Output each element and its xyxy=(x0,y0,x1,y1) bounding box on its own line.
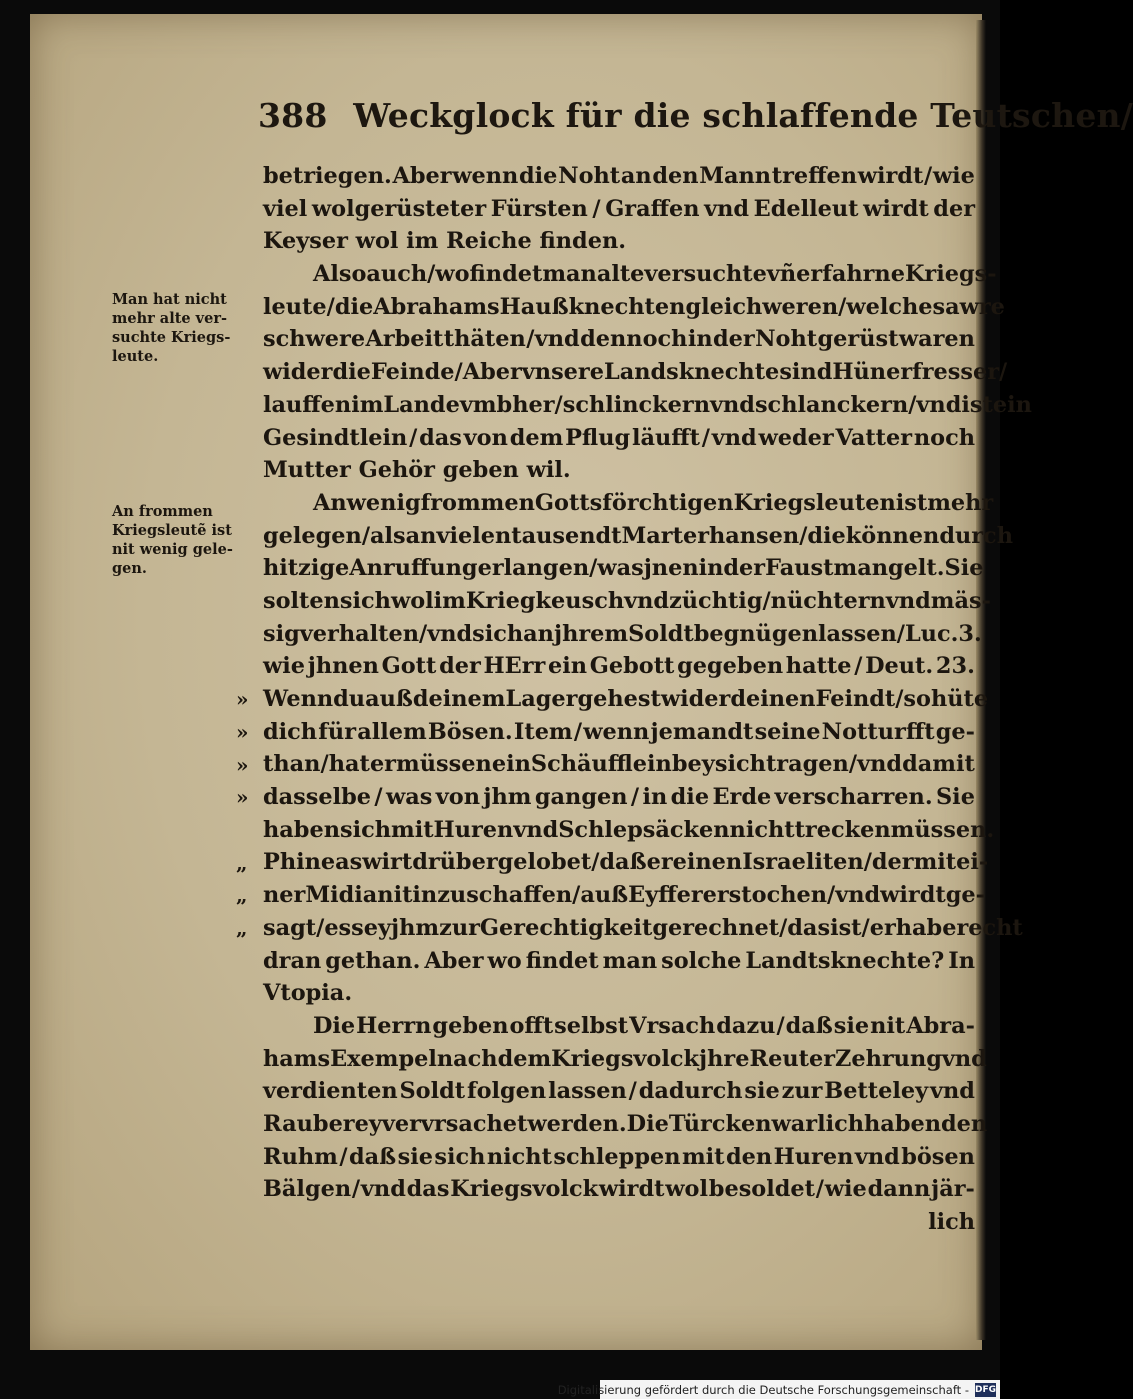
text-line: hitzige Anruffung erlangen / was jnen in der Faust mangelt. Sie xyxy=(263,555,984,582)
text-line: Bälgen / vnd das Kriegsvolck wirdt wol besoldet / wie dann jär- xyxy=(263,1176,975,1203)
text-line: Mutter Gehör geben wil. xyxy=(263,457,571,484)
quote-mark: » xyxy=(236,687,249,712)
text-line: ner Midianitin zu schaffen / auß Eyffer erstochen / vnd wirdt ge- xyxy=(263,882,985,909)
text-line: gelegen / als an vielen tausendt Marterhansen / die können durch xyxy=(263,522,1013,549)
text-line: dran gethan. Aber wo findet man solche Landtsknechte? In xyxy=(263,947,975,974)
text-line: Rauberey vervrsachet werden. Die Türcken warlich haben den xyxy=(263,1110,988,1137)
main-text-block xyxy=(263,160,1032,1239)
marginal-note-1 xyxy=(112,290,262,366)
text-line: Gesindtlein / das von dem Pflug läufft / vnd weder Vatter noch xyxy=(263,424,975,451)
quote-mark: „ xyxy=(236,916,248,941)
quote-mark: » xyxy=(236,719,249,744)
dfg-logo: DFG xyxy=(974,1384,996,1395)
text-line: Die Herrn geben offt selbst Vrsach dazu / daß sie nit Abra- xyxy=(313,1012,975,1039)
quote-mark: „ xyxy=(236,883,248,908)
marginal-note-line: An frommen xyxy=(112,503,213,520)
text-line: sagt / es sey jhm zur Gerechtigkeit gerechnet / das ist / er habe recht xyxy=(263,914,1023,941)
footer-credit: Digitalisierung gefördert durch die Deutsche Forschungsgemeinschaft - xyxy=(557,1382,969,1397)
text-line: betriegen. Aber wenn die Noht an den Mann treffen wirdt / wie xyxy=(263,163,975,189)
marginal-note-line: gen. xyxy=(112,560,147,577)
marginal-note-line: nit wenig gele- xyxy=(112,541,233,558)
text-line: Phineas wirt drüber gelobet / daß er einen Israeliten / der mit ei- xyxy=(263,849,989,876)
text-line: Ruhm / daß sie sich nicht schleppen mit den Huren vnd bösen xyxy=(263,1143,975,1170)
text-line: leute / die Abrahams Haußknechten gleich weren / welche sawre xyxy=(263,293,1005,320)
text-line: Vtopia. xyxy=(263,980,353,1007)
page-number: 388 xyxy=(258,96,328,135)
marginal-note-line: Man hat nicht xyxy=(112,291,227,308)
marginal-note-line: leute. xyxy=(112,348,159,365)
page-edge xyxy=(976,20,986,1340)
text-line: hams Exempel nach dem Kriegsvolck jhre Reuter Zehrung vnd xyxy=(263,1045,987,1072)
text-line: solten sich wol im Krieg keusch vnd züchtig / nüchtern vnd mäs- xyxy=(263,587,991,614)
text-line: An wenig frommen Gottsförchtigen Kriegsleuten ist mehr xyxy=(313,489,994,516)
text-line: sig verhalten / vnd sich an jhrem Soldt begnügen lassen / Luc. 3. xyxy=(263,620,982,647)
text-line: verdienten Soldt folgen lassen / dadurch sie zur Betteley vnd xyxy=(263,1078,975,1105)
marginal-note-line: suchte Kriegs- xyxy=(112,329,231,346)
text-line: dich für allem Bösen. Item / wenn jemandt seine Notturfft ge- xyxy=(263,718,975,745)
marginal-note-2 xyxy=(112,502,262,578)
text-line: Also auch/wo findet man alte versuchte vñ erfahrne Kriegs- xyxy=(313,261,997,288)
text-line: Wenn du auß deinem Lager gehest wider deinen Feindt / so hüte xyxy=(263,686,989,712)
text-line: lich xyxy=(928,1209,975,1235)
quote-mark: » xyxy=(236,785,249,810)
marginal-note-line: Kriegsleutẽ ist xyxy=(112,522,232,539)
text-line: viel wolgerüsteter Fürsten / Graffen vnd Edelleut wirdt der xyxy=(263,195,975,222)
marginal-note-line: mehr alte ver- xyxy=(112,310,227,327)
quote-mark: „ xyxy=(236,850,248,875)
digitization-footer xyxy=(557,1380,1000,1399)
quote-mark: » xyxy=(236,752,249,777)
running-title: Weckglock für die schlaffende Teutschen/ xyxy=(353,96,1133,135)
text-line: wider die Feinde / Aber vnsere Landsknechte sind Hünerfresser/ xyxy=(263,359,1008,386)
text-line: lauffen im Lande vmbher / schlinckern vnd schlanckern/vnd ist ein xyxy=(263,391,1032,418)
text-line: schwere Arbeit thäten / vnd dennoch in der Noht gerüst waren xyxy=(263,326,975,353)
text-line: wie jhnen Gott der HErr ein Gebott gegeben hatte / Deut. 23. xyxy=(263,653,975,680)
text-line: dasselbe / was von jhm gangen / in die Erde verscharren. Sie xyxy=(263,784,975,811)
page-header xyxy=(258,96,1133,135)
text-line: haben sich mit Huren vnd Schlepsäcken nicht trecken müssen. xyxy=(263,816,995,843)
text-line: Keyser wol im Reiche finden. xyxy=(263,228,627,255)
text-line: than / hat er müssen ein Schäufflein bey sich tragen / vnd damit xyxy=(263,751,975,778)
